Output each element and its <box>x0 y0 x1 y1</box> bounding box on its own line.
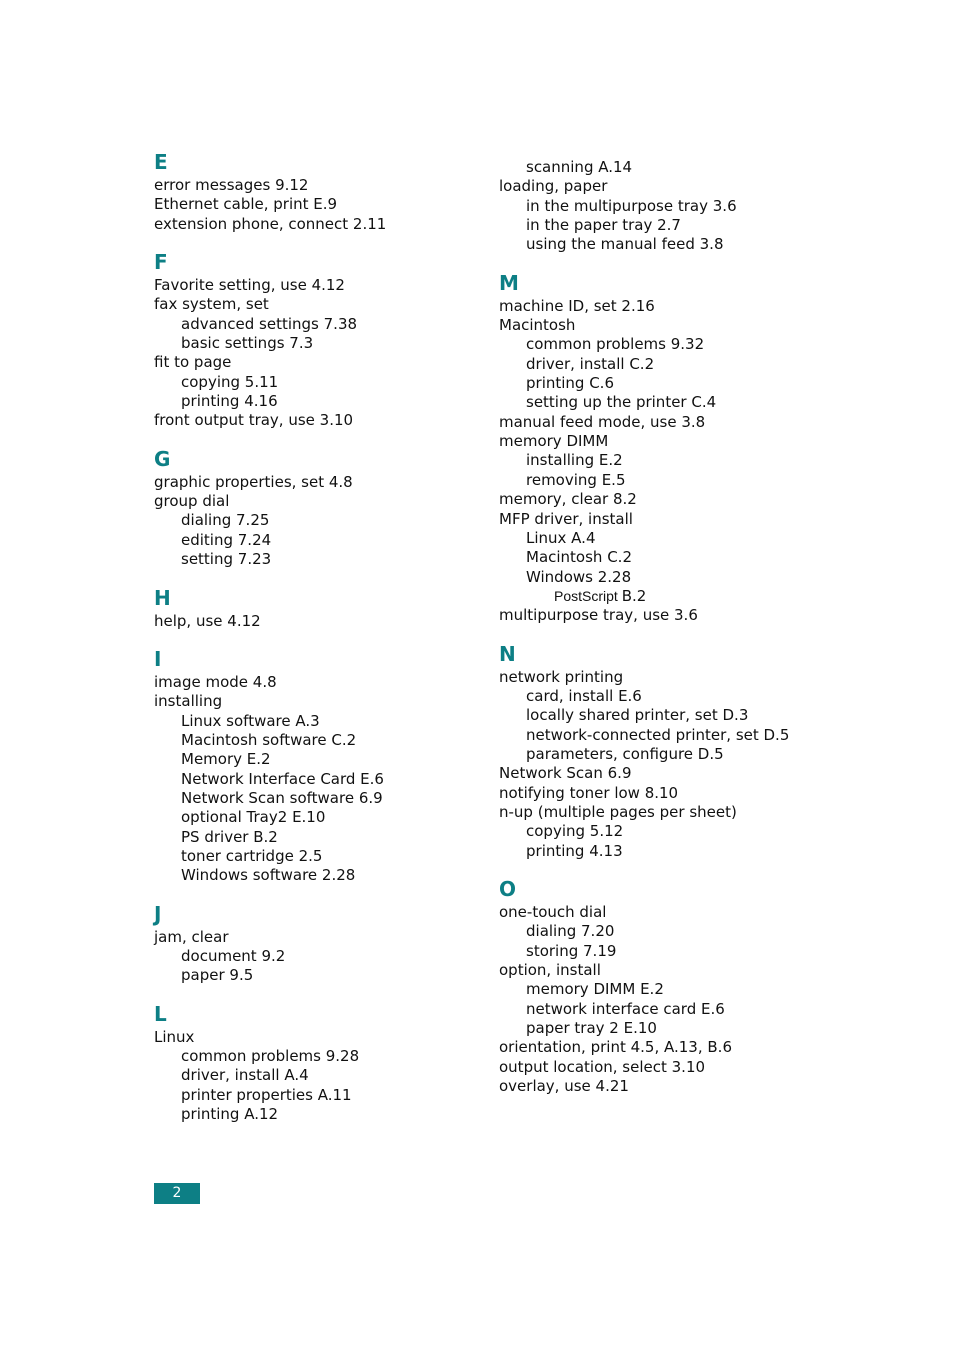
index-entry: printing C.6 <box>526 374 614 393</box>
section-letter: E <box>154 150 168 174</box>
index-entry: in the multipurpose tray 3.6 <box>526 196 737 215</box>
section-letter: F <box>154 250 168 275</box>
index-entry: parameters, configure D.5 <box>526 744 724 763</box>
index-entry: graphic properties, set 4.8 <box>154 472 353 491</box>
index-entry: common problems 9.32 <box>526 335 705 354</box>
index-entry: Network Interface Card E.6 <box>181 769 384 788</box>
index-entry: editing 7.24 <box>181 530 272 549</box>
index-entry: dialing 7.25 <box>181 511 270 530</box>
section-letter: G <box>154 446 171 471</box>
index-entry: basic settings 7.3 <box>181 334 314 353</box>
index-entry: printer properties A.11 <box>181 1085 352 1104</box>
index-entry: locally shared printer, set D.3 <box>526 706 749 725</box>
section-letter: H <box>154 585 171 610</box>
section-letter: O <box>499 877 517 901</box>
index-entry: Macintosh <box>499 316 576 335</box>
index-entry: Linux <box>154 1027 195 1046</box>
index-entry: setting 7.23 <box>181 550 272 569</box>
index-section <box>154 647 484 886</box>
index-entry <box>499 587 919 606</box>
section-letter: N <box>499 641 516 666</box>
index-entry: jam, clear <box>154 927 229 946</box>
index-section <box>154 902 484 986</box>
index-entry: PS driver B.2 <box>181 827 278 846</box>
index-entry: Ethernet cable, print E.9 <box>154 195 338 214</box>
index-entry: multipurpose tray, use 3.6 <box>499 606 698 625</box>
index-entry: Network Scan software 6.9 <box>181 788 383 807</box>
index-entry: Linux A.4 <box>526 528 596 547</box>
index-entry: printing 4.16 <box>181 392 278 411</box>
index-entry: help, use 4.12 <box>154 611 261 630</box>
index-entry: dialing 7.20 <box>526 922 615 941</box>
index-entry: extension phone, connect 2.11 <box>154 214 387 233</box>
index-section <box>154 447 484 570</box>
page-number: 2 <box>154 1183 200 1204</box>
index-entry: notifying toner low 8.10 <box>499 783 679 802</box>
index-section <box>154 250 484 431</box>
index-entry: optional Tray2 E.10 <box>181 808 326 827</box>
index-section <box>499 158 919 255</box>
index-entry: paper 9.5 <box>181 966 254 985</box>
index-entry: Linux software A.3 <box>181 711 320 730</box>
section-letter: L <box>154 1001 167 1026</box>
index-entry: installing <box>154 692 223 711</box>
index-entry: Windows 2.28 <box>526 567 632 586</box>
index-entry: Memory E.2 <box>181 750 271 769</box>
index-entry: Favorite setting, use 4.12 <box>154 276 345 295</box>
index-column-left <box>154 150 484 1140</box>
section-letter: J <box>154 901 162 926</box>
index-entry: driver, install A.4 <box>181 1066 309 1085</box>
index-entry: paper tray 2 E.10 <box>526 1019 657 1038</box>
index-entry: Network Scan 6.9 <box>499 764 632 783</box>
section-letter: M <box>499 270 519 295</box>
index-column-right <box>499 158 919 1112</box>
index-entry: network interface card E.6 <box>526 999 725 1018</box>
index-entry: overlay, use 4.21 <box>499 1077 629 1096</box>
index-section <box>499 271 919 626</box>
index-entry: printing 4.13 <box>526 841 623 860</box>
index-entry: common problems 9.28 <box>181 1047 360 1065</box>
index-entry: Windows software 2.28 <box>181 866 356 885</box>
index-entry: toner cartridge 2.5 <box>181 846 323 865</box>
index-entry-page: B.2 <box>621 586 647 605</box>
index-entry: front output tray, use 3.10 <box>154 411 354 430</box>
index-entry: MFP driver, install <box>499 509 633 528</box>
index-entry: output location, select 3.10 <box>499 1057 706 1076</box>
index-entry: card, install E.6 <box>526 686 642 705</box>
index-entry: removing E.5 <box>526 470 626 489</box>
index-entry: scanning A.14 <box>526 158 633 176</box>
index-entry: using the manual feed 3.8 <box>526 235 724 254</box>
index-entry: network printing <box>499 667 624 686</box>
index-entry: copying 5.11 <box>181 372 279 391</box>
index-section <box>154 1002 484 1125</box>
index-entry: Macintosh C.2 <box>526 548 632 567</box>
index-entry: copying 5.12 <box>526 822 624 841</box>
index-entry: storing 7.19 <box>526 941 617 960</box>
index-entry: network-connected printer, set D.5 <box>526 725 790 744</box>
index-entry: memory DIMM E.2 <box>526 980 664 999</box>
index-entry: memory DIMM <box>499 432 609 451</box>
index-entry: Macintosh software C.2 <box>181 730 357 749</box>
index-entry: loading, paper <box>499 177 608 196</box>
index-entry: setting up the printer C.4 <box>526 393 717 412</box>
index-entry: printing A.12 <box>181 1105 279 1124</box>
index-entry: fax system, set <box>154 295 269 314</box>
index-entry: group dial <box>154 492 230 511</box>
index-section <box>154 150 484 234</box>
index-section <box>499 642 919 861</box>
index-entry: image mode 4.8 <box>154 672 277 691</box>
index-entry: advanced settings 7.38 <box>181 314 358 333</box>
index-entry-text: PostScript <box>554 587 618 604</box>
index-entry: fit to page <box>154 353 232 372</box>
index-section <box>154 586 484 631</box>
index-entry: error messages 9.12 <box>154 176 309 194</box>
index-entry: installing E.2 <box>526 451 623 470</box>
index-entry: document 9.2 <box>181 946 286 965</box>
index-section <box>499 877 919 1096</box>
index-entry: machine ID, set 2.16 <box>499 296 655 315</box>
index-entry: orientation, print 4.5, A.13, B.6 <box>499 1038 732 1057</box>
index-entry: memory, clear 8.2 <box>499 490 637 509</box>
index-entry: option, install <box>499 961 601 980</box>
index-entry: driver, install C.2 <box>526 354 655 373</box>
index-entry: manual feed mode, use 3.8 <box>499 412 706 431</box>
index-entry: one-touch dial <box>499 903 607 921</box>
index-entry: n-up (multiple pages per sheet) <box>499 802 737 821</box>
index-entry: in the paper tray 2.7 <box>526 216 681 235</box>
section-letter: I <box>154 646 162 671</box>
